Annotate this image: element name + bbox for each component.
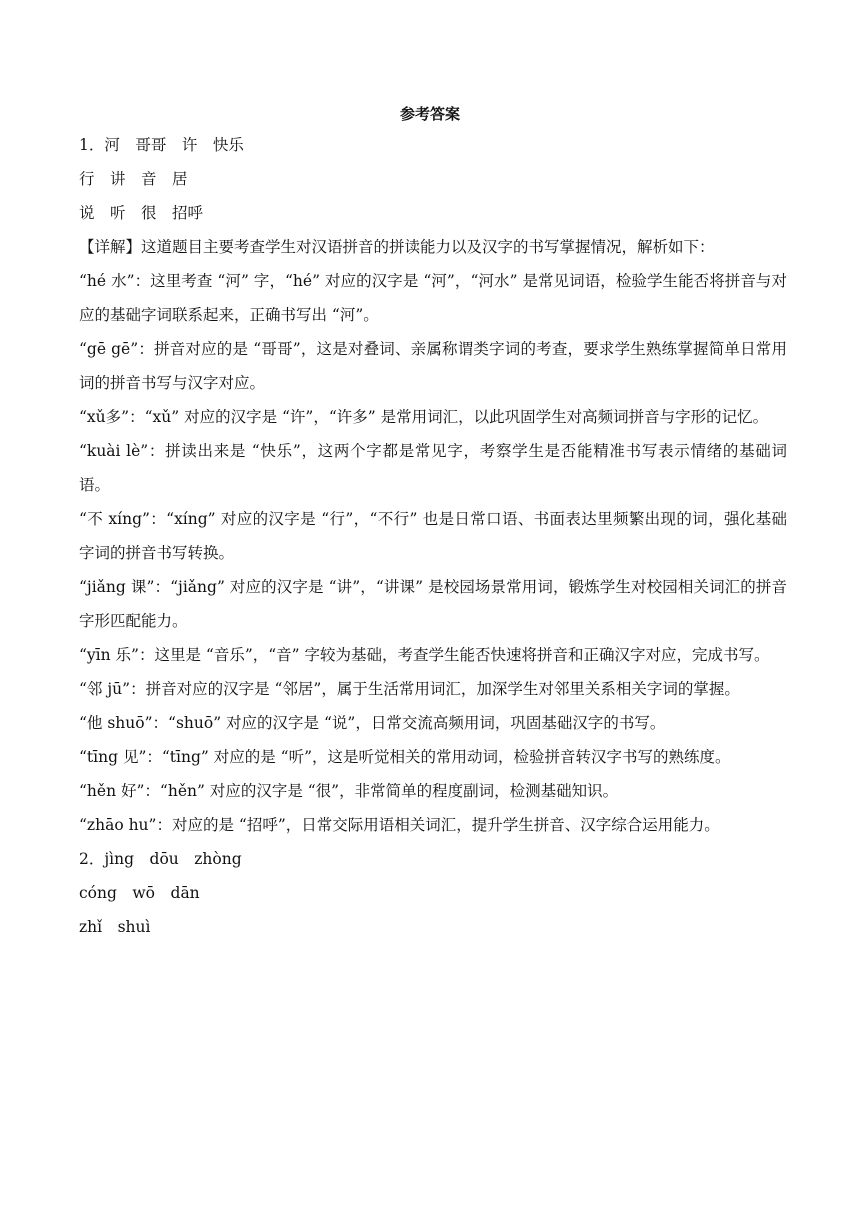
explanation-item: “yīn 乐”：这里是 “音乐”，“音” 字较为基础，考查学生能否快速将拼音和正确汉字对应，完成书写。 bbox=[79, 646, 770, 664]
q2-answer-line-3: zhǐ shuì bbox=[79, 918, 151, 936]
q1-answer-line-2: 行 讲 音 居 bbox=[79, 170, 188, 188]
explanation-item: “gē gē”：拼音对应的是 “哥哥”，这是对叠词、亲属称谓类字词的考查，要求学生熟练掌握简单日常用词的拼音书写与汉字对应。 bbox=[79, 340, 787, 392]
explanation-item: “tīng 见”：“tīng” 对应的是 “听”，这是听觉相关的常用动词，检验拼音转汉字书写的熟练度。 bbox=[79, 748, 731, 766]
explanation-item: “kuài lè”：拼读出来是 “快乐”，这两个字都是常见字，考察学生是否能精准书写表示情绪的基础词语。 bbox=[79, 442, 787, 494]
explanation-item: “hěn 好”：“hěn” 对应的汉字是 “很”，非常简单的程度副词，检测基础知识。 bbox=[79, 782, 619, 800]
q2-answer-line-2: cóng wō dān bbox=[79, 884, 200, 902]
explanation-item: “不 xíng”：“xíng” 对应的汉字是 “行”，“不行” 也是日常口语、书面表达里频繁出现的词，强化基础字词的拼音书写转换。 bbox=[79, 510, 787, 562]
explanation-item: “xǔ多”：“xǔ” 对应的汉字是 “许”，“许多” 是常用词汇，以此巩固学生对高频词拼音与字形的记忆。 bbox=[79, 408, 769, 426]
answer-content bbox=[79, 128, 787, 944]
explanation-item: “他 shuō”：“shuō” 对应的汉字是 “说”，日常交流高频用词，巩固基础汉字的书写。 bbox=[79, 714, 666, 732]
explanation-item: “邻 jū”：拼音对应的汉字是 “邻居”，属于生活常用词汇，加深学生对邻里关系相关字词的掌握。 bbox=[79, 680, 740, 698]
q1-answer-line-1: 1．河 哥哥 许 快乐 bbox=[79, 136, 244, 154]
q1-answer-line-3: 说 听 很 招呼 bbox=[79, 204, 204, 222]
explanation-intro: 【详解】这道题目主要考查学生对汉语拼音的拼读能力以及汉字的书写掌握情况，解析如下： bbox=[79, 238, 715, 256]
explanation-item: “zhāo hu”：对应的是 “招呼”，日常交际用语相关词汇，提升学生拼音、汉字综合运用能力。 bbox=[79, 816, 720, 834]
q2-answer-line-1: 2．jìng dōu zhòng bbox=[79, 850, 242, 868]
explanation-item: “hé 水”：这里考查 “河” 字，“hé” 对应的汉字是 “河”，“河水” 是常见词语，检验学生能否将拼音与对应的基础字词联系起来，正确书写出 “河”。 bbox=[79, 272, 787, 324]
page-title: 参考答案 bbox=[399, 105, 460, 123]
explanation-item: “jiǎng 课”：“jiǎng” 对应的汉字是 “讲”，“讲课” 是校园场景常用词，锻炼学生对校园相关词汇的拼音字形匹配能力。 bbox=[79, 578, 787, 630]
